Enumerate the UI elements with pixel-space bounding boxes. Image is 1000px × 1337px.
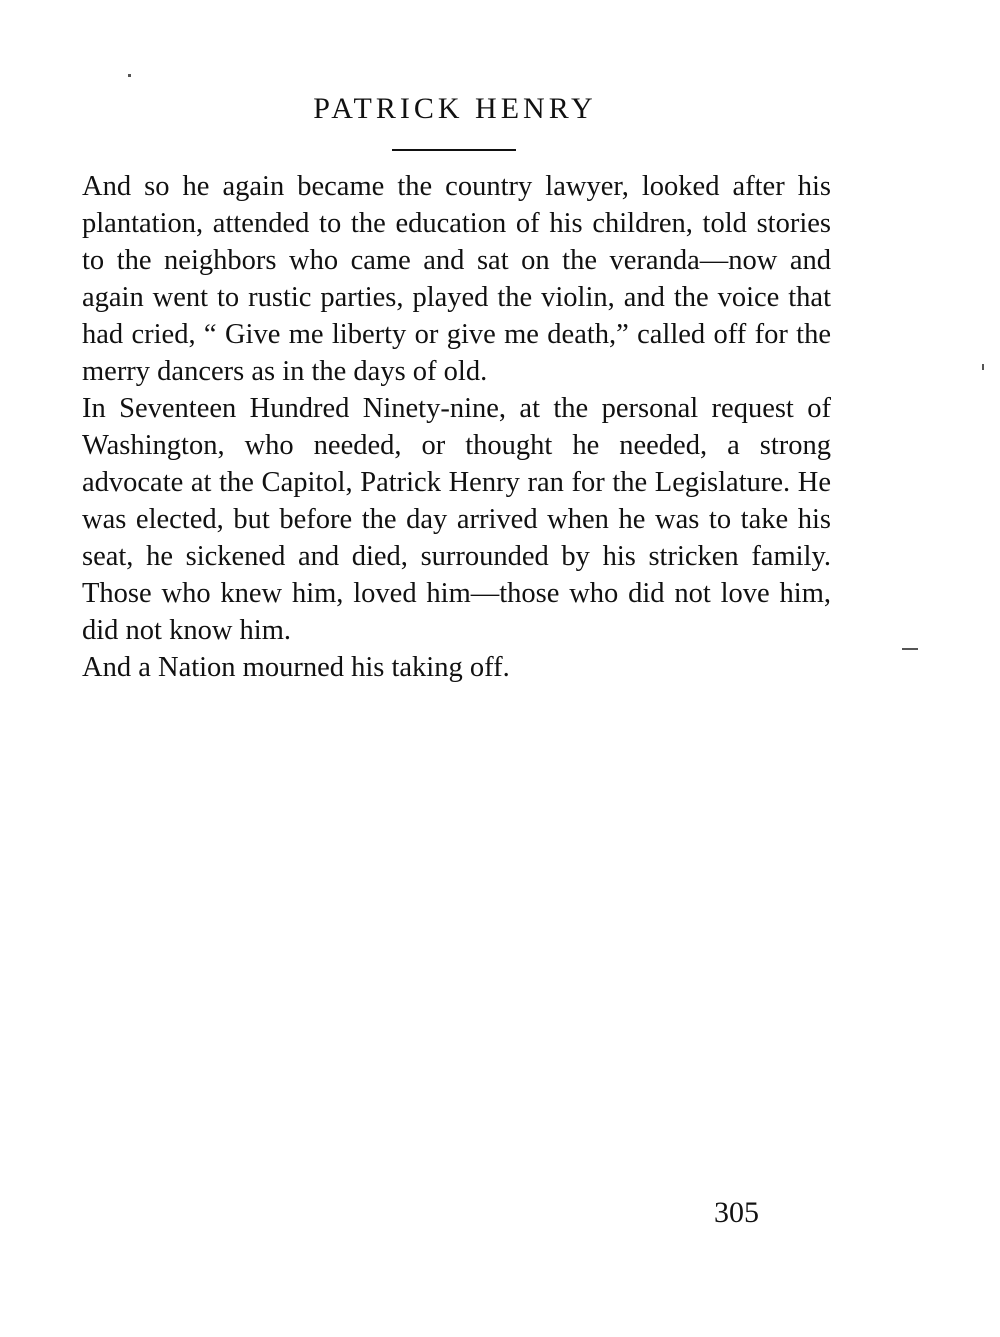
running-head: PATRICK HENRY: [313, 92, 597, 125]
scan-speck: [902, 648, 918, 650]
body-text: [82, 168, 831, 686]
paragraph-2: In Seventeen Hundred Ninety-nine, at the personal request of Washington, who needed, or thought he needed, a strong advocate at the Capitol, Patrick Henry ran for the Legislature. He was elected, but before the day arrived when he was to take his seat, he sickened and died, surrounded by his stricken family. Those who knew him, loved him—those who did not love him, did not know him.: [82, 393, 831, 646]
scan-speck: [128, 74, 131, 77]
paragraph-1: And so he again became the country lawyer, looked after his plantation, attended to the education of his children, told stories to the neighbors who came and sat on the veranda—now and again went to rustic parties, played the violin, and the voice that had cried, “ Give me liberty or give me death,” called off for the merry dancers as in the days of old.: [82, 171, 831, 387]
paragraph-3: And a Nation mourned his taking off.: [82, 652, 510, 683]
scan-speck: [982, 364, 984, 370]
head-rule: [392, 149, 516, 151]
page-number: 305: [714, 1196, 759, 1229]
